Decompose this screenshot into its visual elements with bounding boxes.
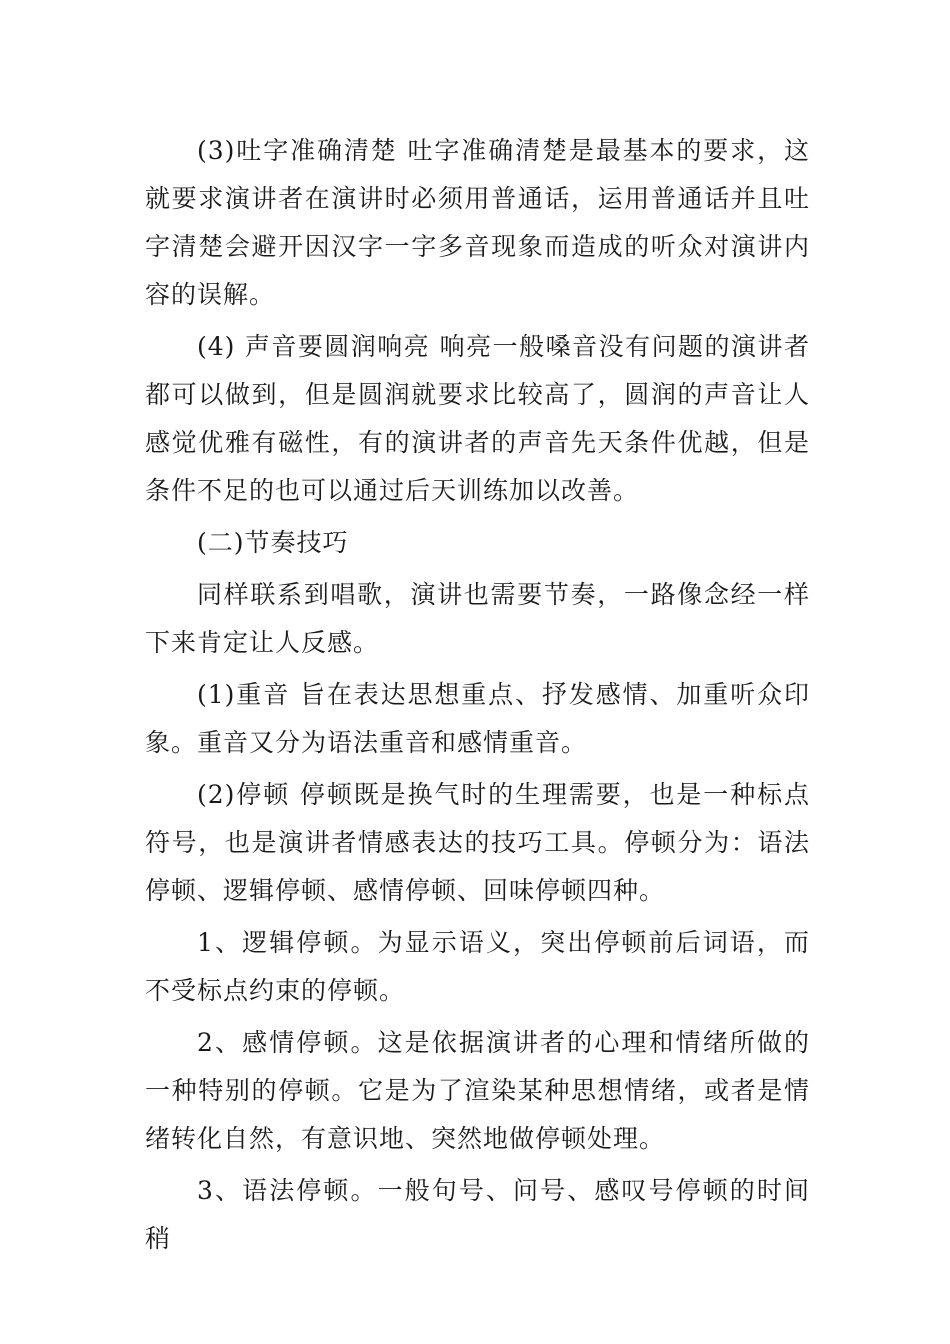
paragraph-grammatical-pause: 3、语法停顿。一般句号、问号、感叹号停顿的时间稍 [145,1176,810,1253]
paragraph-pronunciation: (3)吐字准确清楚 吐字准确清楚是最基本的要求，这就要求演讲者在演讲时必须用普通话，运用普通话并且吐字清楚会避开因汉字一字多音现象而造成的听众对演讲内容的误解。 [145,136,810,309]
paragraph-logical-pause: 1、逻辑停顿。为显示语义，突出停顿前后词语，而不受标点约束的停顿。 [145,928,810,1005]
paragraph-pause: (2)停顿 停顿既是换气时的生理需要，也是一种标点符号，也是演讲者情感表达的技巧工具。停顿分为：语法停顿、逻辑停顿、感情停顿、回味停顿四种。 [145,780,810,905]
section-heading-rhythm: (二)节奏技巧 [197,528,349,557]
paragraph-voice: (4) 声音要圆润响亮 响亮一般嗓音没有问题的演讲者都可以做到，但是圆润就要求比较高了，圆润的声音让人感觉优雅有磁性，有的演讲者的声音先天条件优越，但是条件不足的也可以通过后天训练加以改善。 [145,332,810,505]
document-body [145,127,810,1267]
paragraph-emotional-pause: 2、感情停顿。这是依据演讲者的心理和情绪所做的一种特别的停顿。它是为了渲染某种思想情绪，或者是情绪转化自然，有意识地、突然地做停顿处理。 [145,1028,810,1153]
paragraph-rhythm-intro: 同样联系到唱歌，演讲也需要节奏，一路像念经一样下来肯定让人反感。 [145,580,810,657]
paragraph-stress: (1)重音 旨在表达思想重点、抒发感情、加重听众印象。重音又分为语法重音和感情重音。 [145,680,810,757]
